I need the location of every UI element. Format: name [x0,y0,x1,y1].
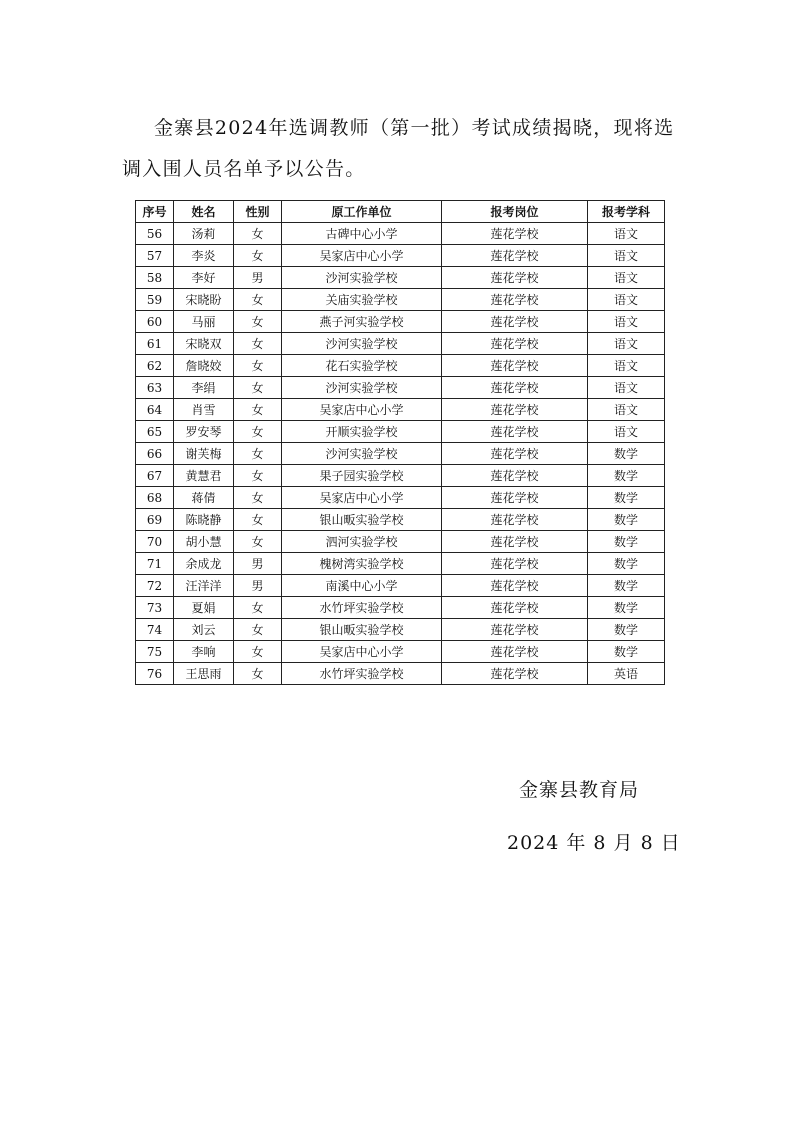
cell-gender: 女 [234,289,282,311]
cell-original-unit: 南溪中心小学 [282,575,442,597]
cell-original-unit: 古碑中心小学 [282,223,442,245]
cell-name: 余成龙 [174,553,234,575]
cell-applied-school: 莲花学校 [442,509,588,531]
cell-serial: 71 [136,553,174,575]
cell-applied-subject: 语文 [588,289,665,311]
cell-gender: 女 [234,531,282,553]
cell-gender: 女 [234,619,282,641]
cell-applied-school: 莲花学校 [442,619,588,641]
cell-original-unit: 沙河实验学校 [282,443,442,465]
cell-serial: 68 [136,487,174,509]
table-row [136,641,665,663]
cell-applied-subject: 数学 [588,641,665,663]
table-row [136,487,665,509]
cell-original-unit: 泗河实验学校 [282,531,442,553]
table-body [136,223,665,685]
cell-applied-subject: 数学 [588,575,665,597]
table-row [136,663,665,685]
cell-applied-subject: 语文 [588,311,665,333]
cell-name: 王思雨 [174,663,234,685]
cell-name: 汤莉 [174,223,234,245]
cell-original-unit: 槐树湾实验学校 [282,553,442,575]
cell-name: 谢芙梅 [174,443,234,465]
cell-applied-school: 莲花学校 [442,531,588,553]
table-row [136,377,665,399]
cell-applied-school: 莲花学校 [442,487,588,509]
table-row [136,619,665,641]
cell-serial: 76 [136,663,174,685]
cell-gender: 女 [234,245,282,267]
cell-original-unit: 水竹坪实验学校 [282,663,442,685]
cell-name: 黄慧君 [174,465,234,487]
cell-name: 李响 [174,641,234,663]
cell-name: 夏娟 [174,597,234,619]
cell-serial: 66 [136,443,174,465]
cell-gender: 女 [234,333,282,355]
cell-applied-subject: 数学 [588,465,665,487]
header-gender: 性别 [234,201,282,223]
cell-gender: 女 [234,509,282,531]
cell-serial: 62 [136,355,174,377]
cell-serial: 75 [136,641,174,663]
cell-applied-subject: 语文 [588,355,665,377]
cell-applied-subject: 数学 [588,443,665,465]
table-row [136,355,665,377]
cell-applied-school: 莲花学校 [442,355,588,377]
cell-gender: 女 [234,311,282,333]
cell-serial: 72 [136,575,174,597]
cell-name: 马丽 [174,311,234,333]
cell-serial: 61 [136,333,174,355]
cell-applied-subject: 语文 [588,223,665,245]
cell-serial: 67 [136,465,174,487]
cell-name: 宋晓盼 [174,289,234,311]
cell-original-unit: 沙河实验学校 [282,333,442,355]
table-header-row [136,201,665,223]
cell-serial: 57 [136,245,174,267]
table-row [136,245,665,267]
cell-name: 李好 [174,267,234,289]
cell-applied-subject: 语文 [588,267,665,289]
cell-name: 蒋倩 [174,487,234,509]
cell-applied-subject: 数学 [588,531,665,553]
table-row [136,575,665,597]
table-row [136,465,665,487]
table-row [136,509,665,531]
cell-applied-subject: 数学 [588,509,665,531]
cell-name: 肖雪 [174,399,234,421]
cell-gender: 女 [234,421,282,443]
cell-name: 李绢 [174,377,234,399]
cell-original-unit: 吴家店中心小学 [282,399,442,421]
table-row [136,267,665,289]
cell-gender: 女 [234,377,282,399]
table-row [136,421,665,443]
cell-original-unit: 水竹坪实验学校 [282,597,442,619]
cell-gender: 女 [234,597,282,619]
cell-serial: 65 [136,421,174,443]
table-row [136,289,665,311]
candidate-table [135,200,665,685]
announcement-body: 金寨县2024年选调教师（第一批）考试成绩揭晓，现将选调入围人员名单予以公告。 [122,117,675,180]
header-applied-school: 报考岗位 [442,201,588,223]
cell-name: 李炎 [174,245,234,267]
cell-applied-subject: 数学 [588,487,665,509]
table-row [136,399,665,421]
cell-name: 汪洋洋 [174,575,234,597]
cell-applied-subject: 语文 [588,421,665,443]
cell-applied-school: 莲花学校 [442,311,588,333]
cell-gender: 男 [234,553,282,575]
cell-applied-school: 莲花学校 [442,399,588,421]
table-row [136,333,665,355]
cell-serial: 56 [136,223,174,245]
cell-gender: 男 [234,575,282,597]
cell-original-unit: 开顺实验学校 [282,421,442,443]
cell-applied-school: 莲花学校 [442,223,588,245]
table-row [136,597,665,619]
cell-applied-school: 莲花学校 [442,333,588,355]
cell-applied-school: 莲花学校 [442,663,588,685]
announcement-text [122,108,682,190]
cell-gender: 女 [234,487,282,509]
issue-date: 2024 年 8 月 8 日 [507,832,681,854]
cell-original-unit: 银山畈实验学校 [282,619,442,641]
cell-gender: 女 [234,465,282,487]
cell-original-unit: 沙河实验学校 [282,377,442,399]
cell-gender: 男 [234,267,282,289]
cell-serial: 69 [136,509,174,531]
table-row [136,553,665,575]
cell-original-unit: 吴家店中心小学 [282,245,442,267]
cell-serial: 60 [136,311,174,333]
cell-gender: 女 [234,355,282,377]
cell-gender: 女 [234,223,282,245]
cell-name: 詹晓姣 [174,355,234,377]
cell-name: 刘云 [174,619,234,641]
cell-applied-school: 莲花学校 [442,289,588,311]
cell-applied-subject: 语文 [588,245,665,267]
cell-applied-subject: 英语 [588,663,665,685]
cell-original-unit: 关庙实验学校 [282,289,442,311]
cell-applied-school: 莲花学校 [442,597,588,619]
header-name: 姓名 [174,201,234,223]
cell-serial: 74 [136,619,174,641]
cell-serial: 63 [136,377,174,399]
cell-applied-subject: 数学 [588,553,665,575]
cell-original-unit: 吴家店中心小学 [282,641,442,663]
cell-gender: 女 [234,443,282,465]
cell-serial: 73 [136,597,174,619]
cell-applied-school: 莲花学校 [442,267,588,289]
cell-applied-subject: 语文 [588,333,665,355]
cell-gender: 女 [234,663,282,685]
cell-applied-school: 莲花学校 [442,377,588,399]
cell-applied-school: 莲花学校 [442,443,588,465]
table-row [136,311,665,333]
cell-serial: 59 [136,289,174,311]
cell-applied-subject: 语文 [588,377,665,399]
cell-applied-school: 莲花学校 [442,575,588,597]
cell-original-unit: 沙河实验学校 [282,267,442,289]
cell-name: 宋晓双 [174,333,234,355]
cell-name: 罗安琴 [174,421,234,443]
table-row [136,443,665,465]
cell-original-unit: 燕子河实验学校 [282,311,442,333]
table-row [136,531,665,553]
issuer-signature: 金寨县教育局 [519,779,640,801]
cell-applied-subject: 数学 [588,597,665,619]
cell-original-unit: 吴家店中心小学 [282,487,442,509]
header-serial: 序号 [136,201,174,223]
cell-serial: 58 [136,267,174,289]
header-applied-subject: 报考学科 [588,201,665,223]
cell-applied-subject: 语文 [588,399,665,421]
cell-serial: 70 [136,531,174,553]
cell-gender: 女 [234,641,282,663]
header-original-unit: 原工作单位 [282,201,442,223]
cell-gender: 女 [234,399,282,421]
cell-original-unit: 果子园实验学校 [282,465,442,487]
cell-applied-school: 莲花学校 [442,421,588,443]
cell-applied-school: 莲花学校 [442,553,588,575]
cell-name: 陈晓静 [174,509,234,531]
cell-name: 胡小慧 [174,531,234,553]
cell-serial: 64 [136,399,174,421]
cell-original-unit: 银山畈实验学校 [282,509,442,531]
cell-applied-school: 莲花学校 [442,465,588,487]
cell-applied-school: 莲花学校 [442,245,588,267]
cell-applied-school: 莲花学校 [442,641,588,663]
table-row [136,223,665,245]
cell-applied-subject: 数学 [588,619,665,641]
cell-original-unit: 花石实验学校 [282,355,442,377]
